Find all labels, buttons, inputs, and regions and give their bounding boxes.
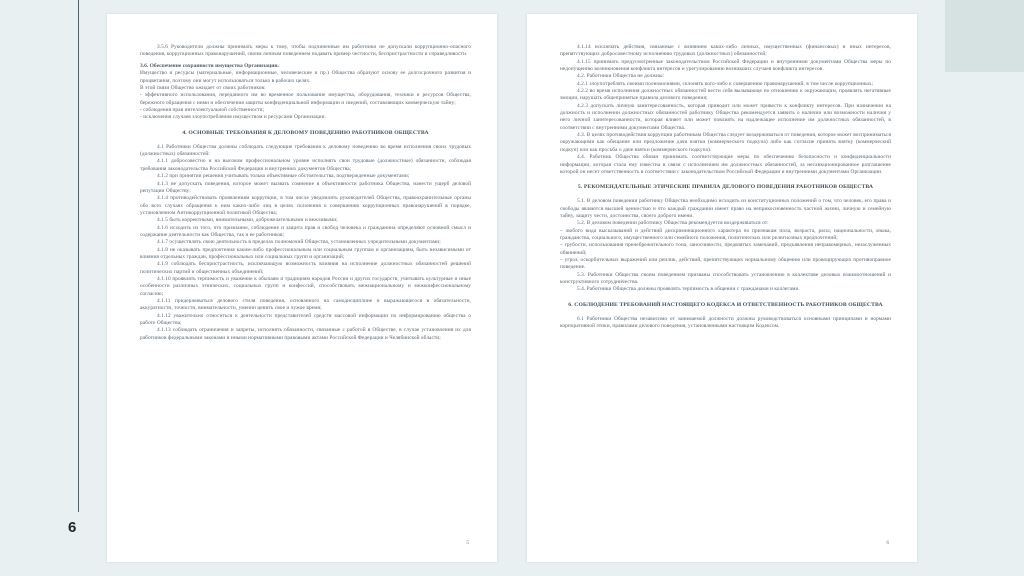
document-paragraph: – угроз, оскорбительных выражений или реплик, действий, препятствующих нормальному общению или провоцирующих противоправное поведение. [560, 257, 891, 271]
page-right-content [560, 44, 891, 548]
page-right-number: 6 [886, 540, 889, 546]
document-paragraph: 4.1.6 исходить из того, что признание, соблюдение и защита прав и свобод человека и гражданина определяют основной смысл и содержание деятельности как Общества, так и ее работников; [140, 224, 471, 238]
section-heading: 5. РЕКОМЕНДАТЕЛЬНЫЕ ЭТИЧЕСКИЕ ПРАВИЛА ДЕЛОВОГО ПОВЕДЕНИЯ РАБОТНИКОВ ОБЩЕСТВА [577, 184, 874, 191]
document-paragraph: 5.2. В деловом поведении работнику Общества рекомендуется воздерживаться от: [577, 220, 769, 227]
document-paragraph: 3.5.6 Руководители должны принимать меры к тому, чтобы подчиненные им работники не допускали коррупционно-опасного поведения, коррупционных правонарушений, своим личным поведением подавать пример честности, беспристрастности и справедливости. [140, 44, 471, 58]
document-paragraph: 4.1.5 быть корректными, внимательными, доброжелательными и вежливыми; [157, 217, 338, 224]
document-paragraph: 4.1.9 соблюдать беспристрастность, исключающую возможность влияния на исполнение должностных обязанностей решений политических партий и общественных объединений; [140, 261, 471, 275]
vertical-accent-rule [78, 0, 79, 512]
page-left-number: 5 [466, 540, 469, 546]
paragraph-spacer [140, 122, 471, 129]
page-left-content [140, 44, 471, 548]
document-paragraph: 4.1.14 исключать действия, связанные с влиянием каких-либо личных, имущественных (финансовых) и иных интересов, препятствующих добросовестному исполнению трудовых (должностных) обязанностей; [560, 44, 891, 58]
document-paragraph: 4.4. Работник Общества обязан принимать соответствующие меры по обеспечению безопасности и конфиденциальности информации, которая стала ему известна в связи с исполнением им должностных обязанностей, за несанкционированное разглашение которой он несет ответственность в соответствии с законодательством Российской Федерации и внутренними документами Организации. [560, 154, 891, 175]
document-paragraph: – грубости, использования пренебрежительного тона, заносчивости, предвзятых замечаний, предъявления неправомерных, незаслуженных обвинений; [560, 242, 891, 256]
document-paragraph: 5.3. Работники Общества своим поведением призваны способствовать установлению в коллективе деловых взаимоотношений и конструктивного сотрудничества. [560, 271, 891, 286]
document-paragraph: 4.1.13 соблюдать ограничения и запреты, исполнять обязанности, связанные с работой в Обществе, в случае установления их для работников федеральными законами и иными нормативными правовыми актами Российской Федерации и Челябинской области; [140, 327, 471, 341]
paragraph-spacer [560, 176, 891, 183]
document-paragraph: – любого вида высказываний и действий дискриминационного характера по признакам пола, возраста, расы, национальности, языка, гражданства, социального, имущественного или семейного положения, политических или религиозных предпочтений; [560, 227, 891, 241]
paragraph-spacer [140, 137, 471, 144]
document-paragraph: 4.1.12 уважительно относиться к деятельности представителей средств массовой информации по информированию общества о работе Общества; [140, 312, 471, 327]
document-paragraph: В этой связи Общество ожидает от своих работников: [140, 84, 266, 91]
document-paragraph: 4.2.3 допускать личную заинтересованность, которая приводит или может привести к конфликту интересов. При назначении на должность и исполнении должностных обязанностей работнику Общества рекомендуется заявить о наличии или возможности наличия у него личной заинтересованности, которая влияет или может повлиять на надлежащее исполнение им должностных обязанностей, в соответствии с внутренними документами Общества. [560, 102, 891, 131]
section-heading: 6. СОБЛЮДЕНИЕ ТРЕБОВАНИЙ НАСТОЯЩЕГО КОДЕКСА И ОТВЕТСТВЕННОСТЬ РАБОТНИКОВ ОБЩЕСТВА [568, 301, 883, 308]
document-paragraph: 4.2.2 во время исполнения должностных обязанностей вести себя вызывающе по отношению к окружающим, проявлять негативные эмоции, нарушать общепринятые правила делового поведения; [560, 88, 891, 102]
document-paragraph: 5.4. Работники Общества должны проявлять терпимость в общении с гражданами и коллегами. [577, 286, 800, 293]
document-paragraph: 4.2. Работники Общества не должны: [577, 73, 665, 80]
document-paragraph: 4.1.11 придерживаться делового стиля поведения, основанного на самодисциплине и выражающегося в обязательности, аккуратности, точности, внимательности, умении ценить свое и чужое время; [140, 298, 471, 312]
decorative-corner-block [945, 0, 1024, 72]
document-paragraph: 4.1.4 противодействовать проявлениям коррупции, в том числе уведомлять руководителей Общества, правоохранительные органы обо всех случаях обращения к ним каких-либо лиц в целях склонения к совершению коррупционных правонарушений в порядке, установленном Антикоррупционной политикой Общества; [140, 195, 471, 216]
document-paragraph: - эффективного использования, переданного им во временное пользование имущества, оборудования, техники и ресурсов Общества, бережного обращения с ними и обеспечения защиты конфиденциальной информации и сведений, составляющих коммерческую тайну; [140, 92, 471, 106]
document-paragraph: 4.1.8 не оказывать предпочтения каким-либо профессиональным или социальным группам и организациям, быть независимыми от влияния отдельных граждан, профессиональных или социальных групп и организаций; [140, 246, 471, 260]
document-paragraph: 4.3. В целях противодействия коррупции работникам Общества следует воздерживаться от поведения, которое может восприниматься окружающими как обещание или предложение дачи взятки (коммерческого подкупа) либо как согласие принять взятку (коммерческий подкуп) или как просьба о даче взятки (коммерческого подкупа). [560, 132, 891, 153]
document-paragraph: Имущество и ресурсы (материальные, информационные, человеческие и пр.) Общества образуют основу ее долгосрочного развития и процветания, поэтому они могут использоваться только в рабочих целях. [140, 70, 471, 84]
document-paragraph: 5.1. В деловом поведении работнику Общества необходимо исходить из конституционных положений о том, что человек, его права и свободы являются высшей ценностью и что каждый гражданин имеет право на неприкосновенность частной жизни, личную и семейную тайну, защиту чести, достоинства, своего доброго имени. [560, 198, 891, 219]
document-page-right [527, 14, 917, 562]
section-heading: 4. ОСНОВНЫЕ ТРЕБОВАНИЯ К ДЕЛОВОМУ ПОВЕДЕНИЮ РАБОТНИКОВ ОБЩЕСТВА [182, 129, 429, 136]
document-paragraph: 4.1 Работники Общества должны соблюдать следующие требования к деловому поведению во время исполнения своих трудовых (должностных) обязанностей: [140, 143, 471, 158]
slide-number: 6 [68, 519, 77, 536]
document-paragraph: 4.1.15 принимать предусмотренные законодательством Российской Федерации и внутренними документами Общества меры по недопущению возникновения конфликта интересов и урегулированию возникших случаев конфликта интересов. [560, 58, 891, 73]
document-paragraph: 4.1.1 добросовестно и на высоком профессиональном уровне исполнять свои трудовые (должностные) обязанности, соблюдая требования законодательства Российской Федерации и внутренних документов Общества; [140, 158, 471, 172]
document-paragraph: 4.1.3 не допускать поведения, которое может вызвать сомнение в объективности работника Общества, нанести ущерб деловой репутации Обществу; [140, 180, 471, 194]
document-paragraph: 6.1 Работники Общества независимо от занимаемой должности должны руководствоваться основными принципами и нормами корпоративной этики, правилами делового поведения, установленными настоящим Кодексом. [560, 315, 891, 330]
paragraph-spacer [560, 294, 891, 301]
section-subheading: 3.6. Обеспечение сохранности имущества Организации. [140, 62, 279, 69]
document-paragraph: 4.1.10 проявлять терпимость и уважение к обычаям и традициям народов России и других государств, учитывать культурные и иные особенности различных этнических, социальных групп и конфессий, способствовать межнациональному и межконфессиональному согласию; [140, 275, 471, 297]
document-paragraph: 4.1.2 при принятии решения учитывать только объективные обстоятельства, подтвержденные документами; [157, 173, 410, 180]
document-paragraph: - исключения случаев злоупотребления имуществом и ресурсами Организации. [140, 114, 326, 121]
document-paragraph: - соблюдения прав интеллектуальной собственности; [140, 107, 265, 113]
paragraph-spacer [560, 309, 891, 316]
document-page-left [107, 14, 497, 562]
document-paragraph: 4.1.7 осуществлять свою деятельность в пределах полномочий Общества, установленных учредительными документами; [157, 239, 441, 246]
document-paragraph: 4.2.1 злоупотреблять своими полномочиями, склонять кого-либо к совершению правонарушений, в том числе коррупционных; [577, 80, 874, 87]
